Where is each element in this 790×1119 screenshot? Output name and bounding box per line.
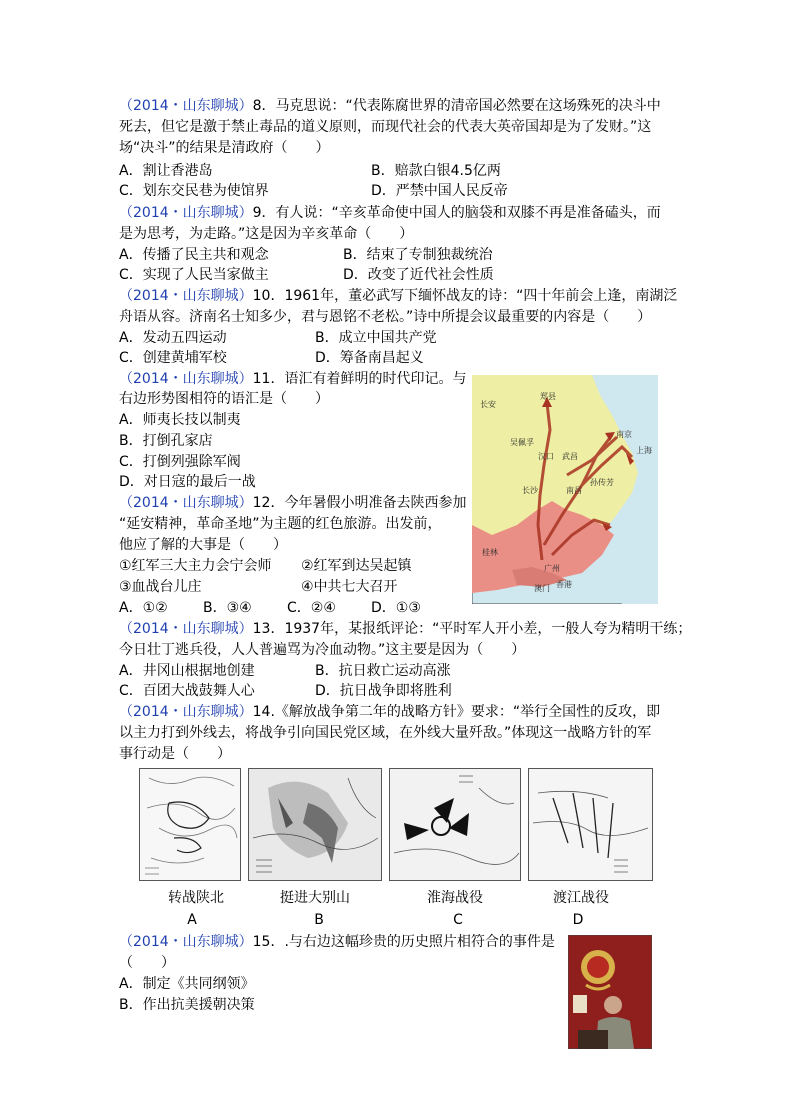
q13-option-a: A．井冈山根据地创建 (119, 663, 255, 679)
map-dujiang-battle (528, 768, 653, 881)
map-a-caption: 转战陕北 (168, 890, 224, 906)
q11-option-b: B．打倒孔家店 (119, 433, 213, 449)
q8-source: （2014・山东聊城） (119, 98, 253, 114)
q12-option-a: A．①② (119, 600, 168, 616)
northern-expedition-map (472, 375, 658, 604)
map-label-nanchang: 南昌 (566, 486, 582, 495)
q13-option-b: B．抗日救亡运动高涨 (315, 663, 451, 679)
q12-item-3: ③血战台儿庄 (119, 579, 202, 595)
q10-line-2: 舟语从容。济南名士知多少，君与恩铭不老松。”诗中所提会议最重要的内容是（ ） (119, 309, 652, 325)
map-d-caption: 渡江战役 (553, 890, 609, 906)
map-label-zhengxian: 郑县 (540, 392, 556, 401)
historical-photo (568, 935, 652, 1049)
q8-option-a: A．割让香港岛 (119, 163, 213, 179)
map-c-caption: 淮海战役 (427, 890, 483, 906)
q12-line-2: “延安精神，革命圣地”为主题的红色旅游。出发前， (119, 516, 442, 532)
q10-option-d: D．筹备南昌起义 (315, 350, 424, 366)
map-label-wupeifu: 吴佩孚 (510, 438, 534, 447)
map-label-hankou: 汉口 (538, 452, 554, 461)
q12-line-3: 他应了解的大事是（ ） (119, 537, 287, 553)
q15-source: （2014・山东聊城） (119, 934, 253, 950)
map-b-caption: 挺进大别山 (280, 890, 350, 906)
q13-line-2: 今日壮丁逃兵役，人人普遍骂为冷血动物。”这主要是因为（ ） (119, 642, 526, 658)
q8-option-b: B．赔款白银4.5亿两 (371, 163, 501, 179)
map-label-wuchang: 武昌 (562, 452, 578, 461)
q10-option-c: C．创建黄埔军校 (119, 350, 227, 366)
map-label-guilin: 桂林 (482, 548, 498, 557)
map-label-macau: 澳门 (534, 584, 550, 593)
q11-option-a: A．师夷长技以制夷 (119, 412, 241, 428)
q9-option-b: B．结束了专制独裁统治 (343, 247, 493, 263)
map-label-hongkong: 香港 (556, 580, 572, 589)
q13-option-d: D．抗日战争即将胜利 (315, 683, 452, 699)
map-a-letter: A (187, 912, 197, 928)
map-d-letter: D (572, 912, 584, 928)
q8-option-d: D．严禁中国人民反帝 (371, 183, 508, 199)
map-ting-jin-dabieshan (248, 768, 382, 881)
map-zhuanzhan-shanbei (139, 768, 241, 881)
map-c-letter: C (453, 912, 463, 928)
map-label-shanghai: 上海 (636, 446, 652, 455)
q11-option-d: D．对日寇的最后一战 (119, 474, 256, 490)
q12-line-1: （2014・山东聊城）12．今年暑假小明准备去陕西参加 (119, 495, 467, 511)
q14-line-1: （2014・山东聊城）14.《解放战争第二年的战略方针》要求：“举行全国性的反攻，即 (119, 704, 661, 720)
map-label-sunchuanfang: 孙传芳 (590, 478, 614, 487)
q9-line-1: （2014・山东聊城）9．有人说：“辛亥革命使中国人的脑袋和双膝不再是准备磕头，而 (119, 205, 661, 221)
q12-item-1: ①红军三大主力会宁会师 (119, 558, 272, 574)
map-huaihai-battle (389, 768, 521, 881)
q13-line-1: （2014・山东聊城）13．1937年，某报纸评论：“平时军人开小差，一般人夸为精明干练； (119, 621, 692, 637)
q12-source: （2014・山东聊城） (119, 495, 253, 511)
map-label-changsha: 长沙 (522, 486, 538, 495)
q12-option-d: D．①③ (371, 600, 421, 616)
q11-line-1: （2014・山东聊城）11．语汇有着鲜明的时代印记。与 (119, 371, 467, 387)
q12-option-b: B．③④ (203, 600, 252, 616)
q8-line-2: 死去，但它是激于禁止毒品的道义原则，而现代社会的代表大英帝国却是为了发财。”这 (119, 119, 652, 135)
q13-source: （2014・山东聊城） (119, 621, 253, 637)
q15-line-2: （ ） (119, 955, 175, 971)
q11-source: （2014・山东聊城） (119, 371, 253, 387)
q14-source: （2014・山东聊城） (119, 704, 253, 720)
q8-line-1: （2014・山东聊城）8．马克思说：“代表陈腐世界的清帝国必然要在这场殊死的决斗中 (119, 98, 661, 114)
q9-option-c: C．实现了人民当家做主 (119, 267, 269, 283)
q9-line-2: 是为思考，为走路。”这是因为辛亥革命（ ） (119, 226, 414, 242)
q14-line-2: 以主力打到外线去，将战争引向国民党区域，在外线大量歼敌。”体现这一战略方针的军 (119, 725, 652, 741)
map-b-letter: B (314, 912, 324, 928)
q11-line-2: 右边形势图相符的语汇是（ ） (119, 391, 329, 407)
q15-option-b: B．作出抗美援朝决策 (119, 997, 255, 1013)
q14-line-3: 事行动是（ ） (119, 746, 231, 762)
q10-line-1: （2014・山东聊城）10．1961年，董必武写下缅怀战友的诗：“四十年前会上逢，南湖泛 (119, 288, 678, 304)
map-label-nanjing: 南京 (616, 430, 632, 439)
q11-option-c: C．打倒列强除军阀 (119, 454, 241, 470)
map-label-changan: 长安 (480, 400, 496, 409)
q9-option-d: D．改变了近代社会性质 (343, 267, 494, 283)
q12-item-2: ②红军到达吴起镇 (301, 558, 412, 574)
q12-item-4: ④中共七大召开 (301, 579, 398, 595)
q8-line-3: 场“决斗”的结果是清政府（ ） (119, 140, 330, 156)
q13-option-c: C．百团大战鼓舞人心 (119, 683, 255, 699)
q15-option-a: A．制定《共同纲领》 (119, 976, 255, 992)
map-label-guangzhou: 广州 (544, 564, 560, 573)
q15-line-1: （2014・山东聊城）15．.与右边这幅珍贵的历史照片相符合的事件是 (119, 934, 555, 950)
q10-source: （2014・山东聊城） (119, 288, 253, 304)
q12-option-c: C．②④ (287, 600, 336, 616)
q10-option-a: A．发动五四运动 (119, 330, 227, 346)
q9-option-a: A．传播了民主共和观念 (119, 247, 269, 263)
q9-source: （2014・山东聊城） (119, 205, 253, 221)
q8-option-c: C．划东交民巷为使馆界 (119, 183, 269, 199)
q10-option-b: B．成立中国共产党 (315, 330, 437, 346)
